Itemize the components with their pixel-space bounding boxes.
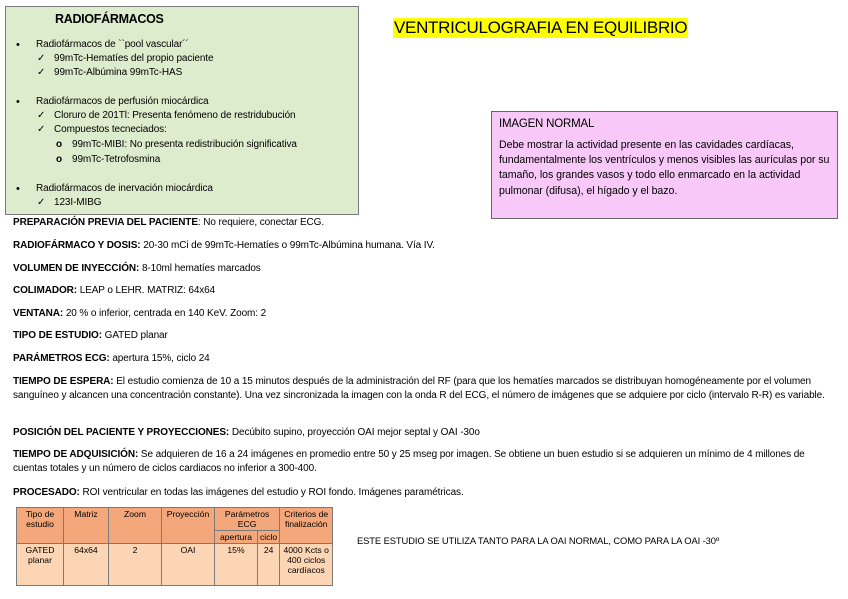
table-header: Zoom (109, 508, 162, 544)
group-label-inervacion: • Radiofármacos de inervación miocárdica (36, 183, 213, 194)
table-header: Parámetros ECG (215, 508, 280, 531)
list-item: ✓ Cloruro de 201Tl: Presenta fenómeno de restridubución (54, 110, 296, 121)
section-label: PROCESADO: (13, 487, 80, 498)
section-label: VOLUMEN DE INYECCIÓN: (13, 263, 140, 274)
section-radiofarmaco-dosis (13, 239, 835, 253)
table-header: Criterios de finalización (280, 508, 333, 544)
list-item: ✓ 99mTc-Albúmina 99mTc-HAS (54, 67, 182, 78)
section-label: TIPO DE ESTUDIO: (13, 330, 102, 341)
section-text: 8-10ml hematíes marcados (141, 263, 261, 274)
section-label: VENTANA: (13, 308, 64, 319)
table-cell: 4000 Kcts o 400 ciclos cardíacos (280, 544, 333, 586)
table-cell: 24 (258, 544, 280, 586)
section-posicion (13, 426, 835, 440)
section-text: LEAP o LEHR. MATRIZ: 64x64 (79, 285, 216, 296)
list-item: ✓ 123I-MIBG (54, 197, 101, 208)
section-volumen (13, 262, 835, 276)
imagen-normal-title: IMAGEN NORMAL (499, 118, 595, 130)
group-label-perfusion: • Radiofármacos de perfusión miocárdica (36, 96, 209, 107)
section-text: apertura 15%, ciclo 24 (112, 353, 210, 364)
section-text: Se adquieren de 16 a 24 imágenes en promedio entre 50 y 25 mseg por imagen. Se obtiene un buen estudio si se adquieren un mínimo de 4 millones de cuentas totales y un número de ciclos cardiacos no inferior a 300-400. (13, 449, 805, 474)
section-text: GATED planar (104, 330, 168, 341)
section-text: Decúbito supino, proyección OAI mejor septal y OAI -30o (231, 427, 480, 438)
table-subheader: apertura (215, 531, 258, 544)
imagen-normal-text: Debe mostrar la actividad presente en las cavidades cardíacas, fundamentalmente los ventrículos y menos visibles las aurículas por su tamaño, los grandes vasos y todo ello enmarcado en la actividad pulmonar (difusa), el hígado y el bazo. (499, 139, 830, 197)
section-text: 20-30 mCi de 99mTc-Hematíes o 99mTc-Albúmina humana. Vía IV. (143, 240, 435, 251)
section-label: PREPARACIÓN PREVIA DEL PACIENTE (13, 217, 198, 228)
table-header: Matriz (64, 508, 109, 544)
section-text: ROI ventricular en todas las imágenes del estudio y ROI fondo. Imágenes paramétricas. (82, 487, 464, 498)
list-item: ✓ 99mTc-Hematíes del propio paciente (54, 53, 213, 64)
protocol-table (16, 507, 333, 586)
table-cell: 2 (109, 544, 162, 586)
table-row (17, 544, 333, 586)
group-label-pool-vascular: • Radiofármacos de ``pool vascular´´ (36, 39, 189, 50)
section-label: COLIMADOR: (13, 285, 77, 296)
table-cell: 15% (215, 544, 258, 586)
section-tiempo-espera (13, 375, 835, 402)
table-cell: OAI (162, 544, 215, 586)
section-parametros-ecg (13, 352, 835, 366)
study-note: ESTE ESTUDIO SE UTILIZA TANTO PARA LA OAI NORMAL, COMO PARA LA OAI -30º (357, 535, 720, 546)
radiofarmacos-title: RADIOFÁRMACOS (55, 12, 164, 26)
section-label: RADIOFÁRMACO Y DOSIS: (13, 240, 141, 251)
table-cell: 64x64 (64, 544, 109, 586)
section-colimador (13, 284, 835, 298)
list-subitem: o 99mTc-Tetrofosmina (72, 154, 160, 165)
list-subitem: o 99mTc-MIBI: No presenta redistribución significativa (72, 139, 297, 150)
table-header: Proyección (162, 508, 215, 544)
table-subheader: ciclo (258, 531, 280, 544)
section-label: TIEMPO DE ADQUISICIÓN: (13, 449, 139, 460)
section-text: 20 % o inferior, centrada en 140 KeV. Zoom: 2 (65, 308, 267, 319)
table-header: Tipo de estudio (17, 508, 64, 544)
radiofarmacos-box (5, 6, 359, 215)
page-title: VENTRICULOGRAFIA EN EQUILIBRIO (394, 18, 688, 37)
section-label: POSICIÓN DEL PACIENTE Y PROYECCIONES: (13, 427, 230, 438)
table-cell: GATED planar (17, 544, 64, 586)
section-ventana (13, 307, 835, 321)
section-text: El estudio comienza de 10 a 15 minutos después de la administración del RF (para que los hematíes marcados se distribuyan homogéneamente por el volumen sanguíneo y alcancen una concentración constante). Una vez sincronizada la imagen con la onda R del ECG, el número de imágenes que se adquiere por ciclo (intervalo R-R) es variable. (13, 376, 825, 401)
section-preparacion: PREPARACIÓN PREVIA DEL PACIENTE: No requiere, conectar ECG. (13, 217, 325, 228)
imagen-normal-box (491, 111, 838, 219)
section-text: No requiere, conectar ECG. (203, 217, 325, 228)
section-tipo-estudio (13, 329, 835, 343)
list-item: ✓ Compuestos tecneciados: (54, 124, 167, 135)
section-label: TIEMPO DE ESPERA: (13, 376, 114, 387)
section-procesado (13, 486, 835, 500)
section-label: PARÁMETROS ECG: (13, 353, 110, 364)
section-tiempo-adquisicion (13, 448, 835, 475)
